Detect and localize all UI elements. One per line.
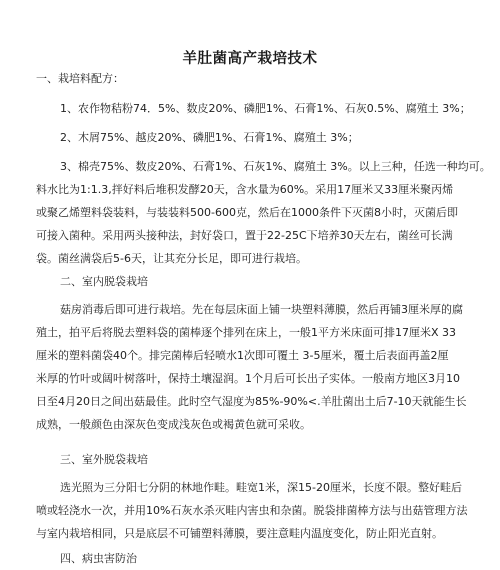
formula-item-3-paragraph <box>36 155 491 270</box>
outdoor-paragraph <box>36 476 478 545</box>
document-title: 羊肚菌高产栽培技术 <box>182 51 318 67</box>
paragraph-line: 与室内栽培相同，只是底层不可铺塑料薄膜，要注意畦内温度变化，防止阳光直射。 <box>36 527 443 540</box>
section-heading-indoor: 二、室内脱袋栽培 <box>60 275 148 288</box>
section-heading-pests: 四、病虫害防治 <box>60 552 137 565</box>
paragraph-line: 袋。菌丝满袋后5-6天，让其充分长足，即可进行栽培。 <box>36 252 307 265</box>
paragraph-line: 日至4月20日之间出菇最佳。此时空气湿度为85%-90%<.羊肚菌出土后7-10天就能生长 <box>36 395 467 408</box>
formula-item-1: 1、农作物秸粉74．5%、数皮20%、磷肥1%、石膏1%、石灰0.5%、腐殖土 3%； <box>60 102 471 115</box>
paragraph-line: 菇房消毒后即可进行栽培。先在每层床面上铺一块塑料薄膜，然后再铺3厘米厚的腐 <box>60 303 463 316</box>
paragraph-line: 成熟，一般颜色由深灰色变成浅灰色或褐黄色就可采收。 <box>36 418 311 431</box>
paragraph-line: 可接入菌种。采用两头接种法，封好袋口，置于22-25C下培养30天左右，菌丝可长满 <box>36 229 453 242</box>
paragraph-line: 或聚乙烯塑料袋装料，与装装料500-600克，然后在1000条件下灭菌8小时，灭菌后即 <box>36 206 458 219</box>
paragraph-line: 米厚的竹叶或阔叶树落叶，保持土壤湿润。1个月后可长出子实体。一般南方地区3月10 <box>36 372 460 385</box>
paragraph-line: 3、棉壳75%、数皮20%、石膏1%、石灰1%、腐殖土 3%。以上三种，任选一种均可。 <box>60 160 491 173</box>
paragraph-line: 喷或轻浇水一次，并用10%石灰水杀灭畦内害虫和杂菌。脱袋排菌棒方法与出菇管理方法 <box>36 504 468 517</box>
paragraph-line: 选光照为三分阳七分阴的林地作畦。畦宽1米，深15-20厘米，长度不限。整好畦后 <box>60 481 462 494</box>
section-heading-outdoor: 三、室外脱袋栽培 <box>60 453 148 466</box>
section-heading-formula: 一、栽培料配方： <box>36 72 124 85</box>
indoor-paragraph <box>36 298 478 436</box>
formula-item-2: 2、木屑75%、越皮20%、磷肥1%、石膏1%、腐殖土 3%； <box>60 131 359 144</box>
paragraph-line: 厘米的塑料菌袋40个。排完菌棒后轻喷水1次即可覆土 3-5厘米，覆土后表面再盖2厘 <box>36 349 449 362</box>
paragraph-line: 料水比为1:1.3,拌好料后堆积发酵20天，含水量为60%。采用17厘米又33厘米聚丙烯 <box>36 183 454 196</box>
paragraph-line: 殖土，拍平后将脱去塑料袋的菌棒逐个排列在床上，一般1平方米床面可排17厘米X 33 <box>36 326 457 339</box>
